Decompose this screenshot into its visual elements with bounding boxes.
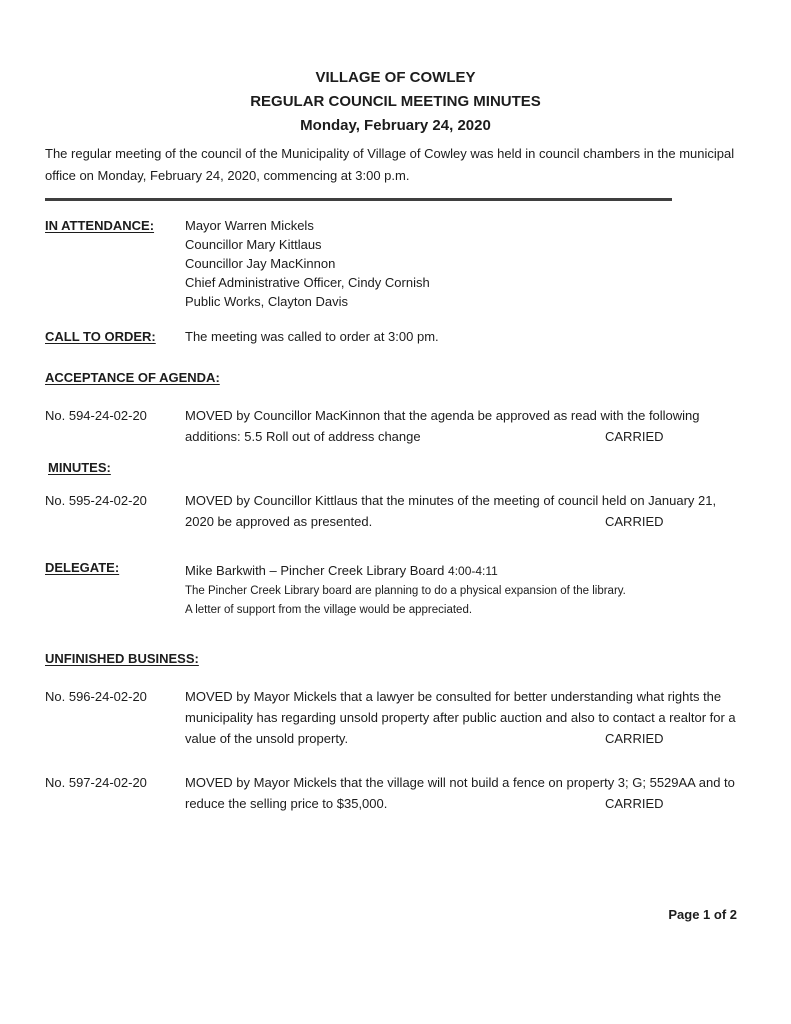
attendee-name: Mayor Warren Mickels (185, 218, 314, 233)
delegate-note: The Pincher Creek Library board are planning to do a physical expansion of the library. (185, 585, 626, 597)
doc-title-type: REGULAR COUNCIL MEETING MINUTES (250, 93, 541, 110)
motion-result: CARRIED (605, 731, 664, 746)
heading-minutes: MINUTES: (48, 460, 111, 475)
delegate-name: Mike Barkwith – Pincher Creek Library Board (185, 563, 445, 578)
intro-paragraph: The regular meeting of the council of the Municipality of Village of Cowley was held in council chambers in the municipal office on Monday, February 24, 2020, commencing at 3:00 p.m. (45, 146, 735, 183)
motion-number: No. 594-24-02-20 (45, 408, 147, 423)
attendee-name: Public Works, Clayton Davis (185, 294, 349, 309)
motion-body (185, 405, 746, 447)
call-to-order-section (45, 327, 746, 346)
motion-body (185, 490, 746, 532)
attendee-name: Chief Administrative Officer, Cindy Cornish (185, 275, 430, 290)
attendee-name: Councillor Jay MacKinnon (185, 256, 336, 271)
delegate-body (185, 560, 746, 620)
heading-acceptance-of-agenda: ACCEPTANCE OF AGENDA: (45, 370, 220, 385)
motion-text: MOVED by Councillor Kittlaus that the minutes of the meeting of council held on January 21, 2020 be approved as presented. (185, 493, 717, 529)
call-to-order-label: CALL TO ORDER: (45, 329, 156, 344)
attendance-section (45, 216, 746, 311)
motion-row (45, 405, 746, 447)
motion-result: CARRIED (605, 796, 664, 811)
motion-number: No. 595-24-02-20 (45, 493, 147, 508)
motion-row (45, 490, 746, 532)
motion-row (45, 686, 746, 749)
document-header (45, 66, 746, 138)
doc-title-date: Monday, February 24, 2020 (300, 117, 491, 134)
delegate-section (45, 560, 746, 620)
heading-unfinished-business: UNFINISHED BUSINESS: (45, 651, 199, 666)
delegate-note: A letter of support from the village would be appreciated. (185, 604, 473, 616)
motion-number: No. 597-24-02-20 (45, 775, 147, 790)
delegate-headline (185, 560, 746, 582)
motion-text: MOVED by Mayor Mickels that the village will not build a fence on property 3; G; 5529AA and to reduce the selling price to $35,000. (185, 775, 735, 811)
delegate-time: 4:00-4:11 (448, 564, 498, 578)
attendee-name: Councillor Mary Kittlaus (185, 237, 322, 252)
motion-body (185, 772, 746, 814)
motion-number: No. 596-24-02-20 (45, 689, 147, 704)
motion-text: MOVED by Mayor Mickels that a lawyer be consulted for better understanding what rights the municipality has regarding unsold property after public auction and also to contact a realtor for a value of the unsold property. (185, 689, 736, 746)
section-divider (45, 198, 672, 201)
call-to-order-text: The meeting was called to order at 3:00 pm. (185, 329, 439, 344)
motion-result: CARRIED (605, 429, 664, 444)
motion-body (185, 686, 746, 749)
attendance-label: IN ATTENDANCE: (45, 218, 155, 233)
motion-row (45, 772, 746, 814)
delegate-label: DELEGATE: (45, 560, 120, 575)
motion-result: CARRIED (605, 514, 664, 529)
motion-text: MOVED by Councillor MacKinnon that the agenda be approved as read with the following additions: 5.5 Roll out of address change (185, 408, 700, 444)
doc-title-org: VILLAGE OF COWLEY (315, 69, 476, 86)
attendance-names (185, 216, 746, 311)
page-number: Page 1 of 2 (668, 907, 737, 922)
